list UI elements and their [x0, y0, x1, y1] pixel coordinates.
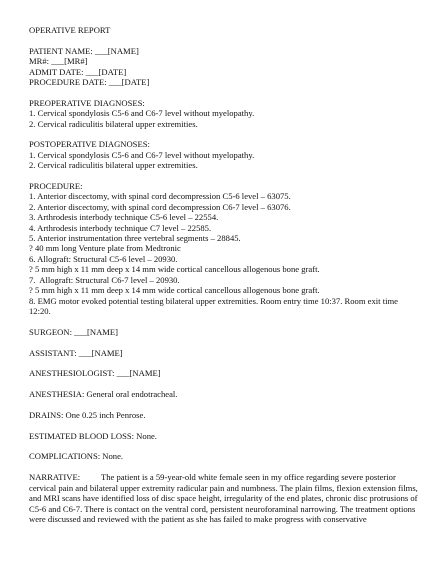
estimated-blood-loss: ESTIMATED BLOOD LOSS: None.: [29, 430, 157, 441]
procedure-item: ? 5 mm high x 11 mm deep x 14 mm wide cortical cancellous allogenous bone graft.: [29, 285, 320, 296]
narrative-label: NARRATIVE:: [29, 472, 81, 483]
spacer: [29, 87, 421, 97]
postop-item: 2. Cervical radiculitis bilateral upper extremities.: [29, 160, 198, 171]
report-title: OPERATIVE REPORT: [29, 25, 111, 35]
procedure-item: 6. Allograft: Structural C5-6 level – 20930.: [29, 253, 178, 264]
spacer: [29, 379, 421, 389]
spacer: [29, 171, 421, 181]
anesthesiologist: ANESTHESIOLOGIST: ___[NAME]: [29, 368, 161, 379]
assistant: ASSISTANT: ___[NAME]: [29, 347, 123, 358]
spacer: [29, 129, 421, 139]
procedure-date: PROCEDURE DATE: ___[DATE]: [29, 77, 150, 88]
spacer: [29, 337, 421, 347]
procedure-item: 8. EMG motor evoked potential testing bilateral upper extremities. Room entry time 10:37. Room exit time 12:20.: [29, 295, 398, 316]
patient-name: PATIENT NAME: ___[NAME]: [29, 45, 139, 56]
procedure-item: ? 5 mm high x 11 mm deep x 14 mm wide cortical cancellous allogenous bone graft.: [29, 264, 320, 275]
procedure-item: 1. Anterior discectomy, with spinal cord decompression C5-6 level – 63075.: [29, 191, 291, 202]
spacer: [29, 316, 421, 326]
preop-heading: PREOPERATIVE DIAGNOSES:: [29, 97, 145, 108]
report-page: [29, 25, 421, 524]
postop-heading: POSTOPERATIVE DIAGNOSES:: [29, 139, 150, 150]
spacer: [29, 462, 421, 472]
procedure-item: 4. Arthrodesis interbody technique C7 level – 22585.: [29, 222, 212, 233]
anesthesia: ANESTHESIA: General oral endotracheal.: [29, 389, 178, 400]
complications: COMPLICATIONS: None.: [29, 451, 124, 462]
preop-item: 2. Cervical radiculitis bilateral upper extremities.: [29, 118, 198, 129]
procedure-item: 5. Anterior instrumentation three vertebral segments – 28845.: [29, 233, 241, 244]
spacer: [29, 358, 421, 368]
procedure-item: 2. Anterior discectomy, with spinal cord decompression C6-7 level – 63076.: [29, 201, 291, 212]
admit-date: ADMIT DATE: ___[DATE]: [29, 66, 127, 77]
narrative: [29, 472, 421, 524]
spacer: [29, 420, 421, 430]
procedure-item: ? 40 mm long Venture plate from Medtronic: [29, 243, 181, 254]
preop-item: 1. Cervical spondylosis C5-6 and C6-7 level without myelopathy.: [29, 108, 255, 119]
drains: DRAINS: One 0.25 inch Penrose.: [29, 409, 146, 420]
mr-number: MR#: ___[MR#]: [29, 56, 88, 67]
spacer: [29, 441, 421, 451]
postop-item: 1. Cervical spondylosis C5-6 and C6-7 level without myelopathy.: [29, 149, 255, 160]
procedure-item: 7. Allograft: Structural C6-7 level – 20930.: [29, 274, 180, 285]
procedure-heading: PROCEDURE:: [29, 181, 83, 192]
spacer: [29, 400, 421, 410]
spacer: [29, 35, 421, 45]
surgeon: SURGEON: ___[NAME]: [29, 326, 119, 337]
procedure-item: 3. Arthrodesis interbody technique C5-6 level – 22554.: [29, 212, 219, 223]
narrative-text: The patient is a 59-year-old white female seen in my office regarding severe posterior cervical pain and bilateral upper extremity radicular pain and numbness. The plain films, flexion extension films, and MRI scans have identified loss of disc space height, irregularity of the end plates, chronic disc protrusions of C5-6 and C6-7. There is contact on the ventral cord, persistent neuroforaminal narrowing. The treatment options were discussed and reviewed with the patient as she has failed to make progress with conservative: [29, 472, 418, 524]
